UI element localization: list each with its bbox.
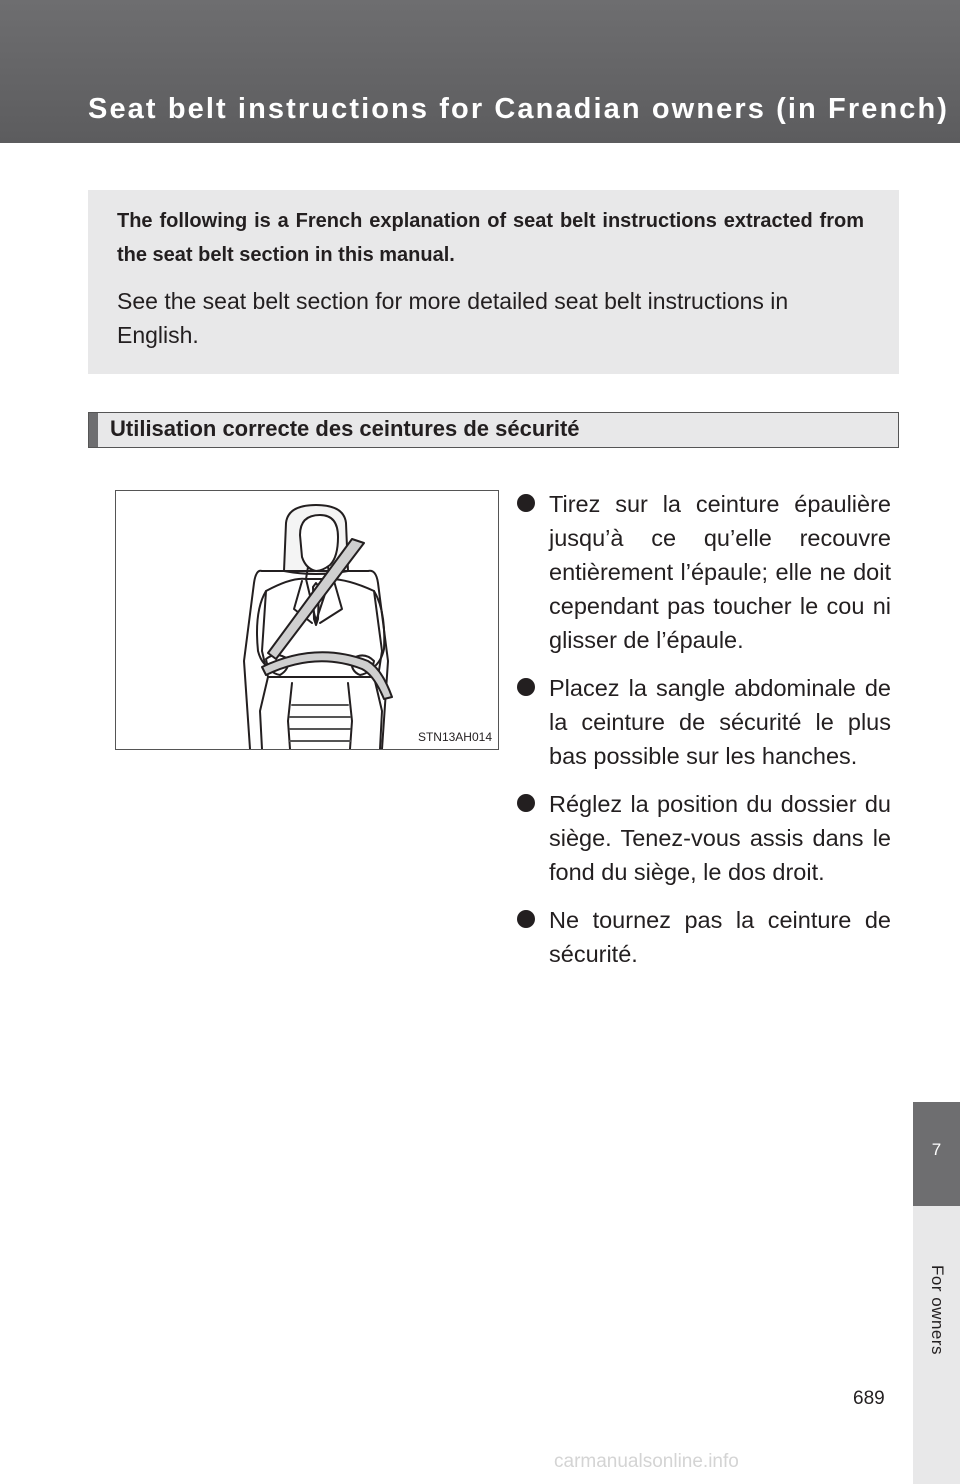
intro-note-box	[88, 190, 899, 374]
list-item	[515, 787, 891, 889]
list-item-text: Placez la sangle abdominale de la ceinture de sécurité le plus bas possible sur les hanches.	[549, 675, 891, 769]
page-header	[0, 0, 960, 143]
list-item-text: Tirez sur la ceinture épaulière jusqu’à ce qu’elle recouvre entièrement l’épaule; elle ne doit cependant pas toucher le cou ni glisser de l’épaule.	[549, 491, 891, 653]
figure-code: STN13AH014	[417, 730, 492, 744]
page-title: Seat belt instructions for Canadian owners (in French)	[88, 93, 950, 125]
list-item-text: Ne tournez pas la ceinture de sécurité.	[549, 907, 891, 967]
bullet-icon	[517, 794, 535, 812]
intro-note-bold: The following is a French explanation of seat belt instructions extracted from the seat belt section in this manual.	[117, 210, 864, 266]
intro-note-regular: See the seat belt section for more detailed seat belt instructions in English.	[117, 288, 789, 348]
section-title: Utilisation correcte des ceintures de sécurité	[110, 416, 580, 441]
watermark: carmanualsonline.info	[554, 1451, 739, 1472]
seatbelt-illustration	[115, 490, 499, 750]
section-heading	[88, 412, 899, 448]
instruction-list	[515, 487, 891, 985]
bullet-icon	[517, 494, 535, 512]
bullet-icon	[517, 678, 535, 696]
seated-person-with-seatbelt-drawing	[116, 491, 499, 750]
chapter-number: 7	[931, 1140, 942, 1159]
page-number: 689	[853, 1388, 885, 1409]
list-item	[515, 903, 891, 971]
chapter-label: For owners	[928, 1265, 947, 1356]
list-item-text: Réglez la position du dossier du siège. Tenez-vous assis dans le fond du siège, le dos droit.	[549, 791, 891, 885]
list-item	[515, 487, 891, 657]
list-item	[515, 671, 891, 773]
section-heading-accent	[89, 413, 98, 447]
bullet-icon	[517, 910, 535, 928]
chapter-tab	[913, 1102, 960, 1206]
